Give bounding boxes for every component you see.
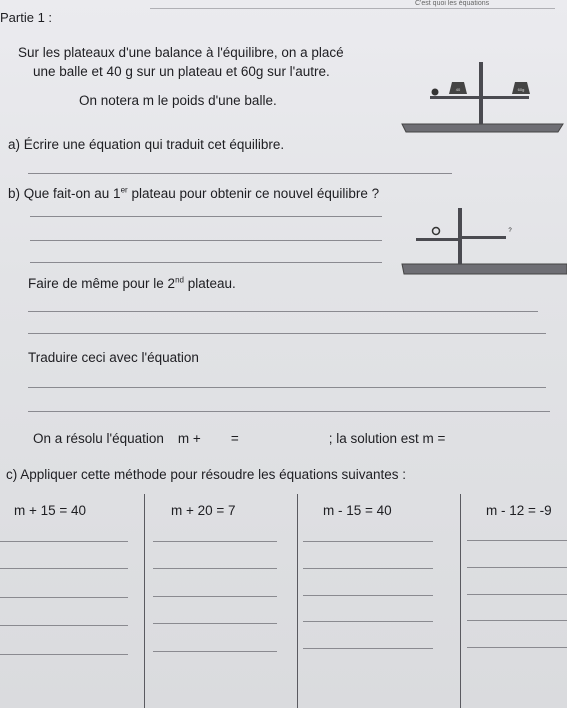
- balance-scale-1-illustration: [398, 60, 567, 140]
- answer-line-col3-4: [303, 621, 433, 622]
- answer-line-col2-2: [153, 568, 277, 569]
- answer-line-col4-4: [467, 620, 567, 621]
- question-c: c) Appliquer cette méthode pour résoudre les équations suivantes :: [6, 467, 406, 482]
- answer-line-col1-5: [0, 654, 128, 655]
- answer-line-col4-2: [467, 567, 567, 568]
- answer-line-col4-1: [467, 540, 567, 541]
- equation-4: m - 12 = -9: [486, 503, 552, 518]
- answer-line-c1: [28, 311, 538, 312]
- answer-line-col4-5: [467, 647, 567, 648]
- answer-line-b2: [30, 240, 382, 241]
- balance-scale-2-illustration: [400, 202, 567, 282]
- answer-line-col1-2: [0, 568, 128, 569]
- answer-line-a: [28, 173, 452, 174]
- equation-3: m - 15 = 40: [323, 503, 392, 518]
- intro-line-3: On notera m le poids d'une balle.: [79, 93, 277, 108]
- answer-line-col2-3: [153, 596, 277, 597]
- answer-line-b1: [30, 216, 382, 217]
- answer-line-d2: [28, 411, 550, 412]
- column-divider-3: [460, 494, 461, 708]
- solved-equation-sentence: On a résolu l'équation m + = ; la solution est m =: [33, 431, 446, 446]
- intro-line-1: Sur les plateaux d'une balance à l'équilibre, on a placé: [18, 45, 344, 60]
- answer-line-col1-3: [0, 597, 128, 598]
- column-divider-1: [144, 494, 145, 708]
- answer-line-col1-4: [0, 625, 128, 626]
- equation-1: m + 15 = 40: [14, 503, 87, 518]
- header-note: C'est quoi les équations: [415, 0, 490, 7]
- question-a: a) Écrire une équation qui traduit cet équilibre.: [8, 137, 285, 152]
- answer-line-b3: [30, 262, 382, 263]
- translate-instruction: Traduire ceci avec l'équation: [28, 350, 199, 365]
- answer-line-col3-3: [303, 595, 433, 596]
- column-divider-2: [297, 494, 298, 708]
- answer-line-d1: [28, 387, 546, 388]
- answer-line-col4-3: [467, 594, 567, 595]
- right-weight-label: 60g: [517, 87, 525, 92]
- intro-line-2: une balle et 40 g sur un plateau et 60g sur l'autre.: [33, 64, 330, 79]
- header-rule: [150, 8, 555, 9]
- second-plateau-instruction: Faire de même pour le 2nd plateau.: [28, 275, 236, 291]
- unknown-weight-label: ?: [508, 228, 512, 234]
- question-b: b) Que fait-on au 1er plateau pour obtenir ce nouvel équilibre ?: [8, 185, 380, 201]
- answer-line-col3-1: [303, 541, 433, 542]
- answer-line-col2-1: [153, 541, 277, 542]
- answer-line-col3-5: [303, 648, 433, 649]
- answer-line-col2-4: [153, 623, 277, 624]
- part-title: Partie 1 :: [0, 10, 53, 25]
- equation-2: m + 20 = 7: [171, 503, 236, 518]
- answer-line-col1-1: [0, 541, 128, 542]
- left-weight-label: 40: [455, 87, 461, 92]
- answer-line-c2: [28, 333, 546, 334]
- answer-line-col2-5: [153, 651, 277, 652]
- answer-line-col3-2: [303, 568, 433, 569]
